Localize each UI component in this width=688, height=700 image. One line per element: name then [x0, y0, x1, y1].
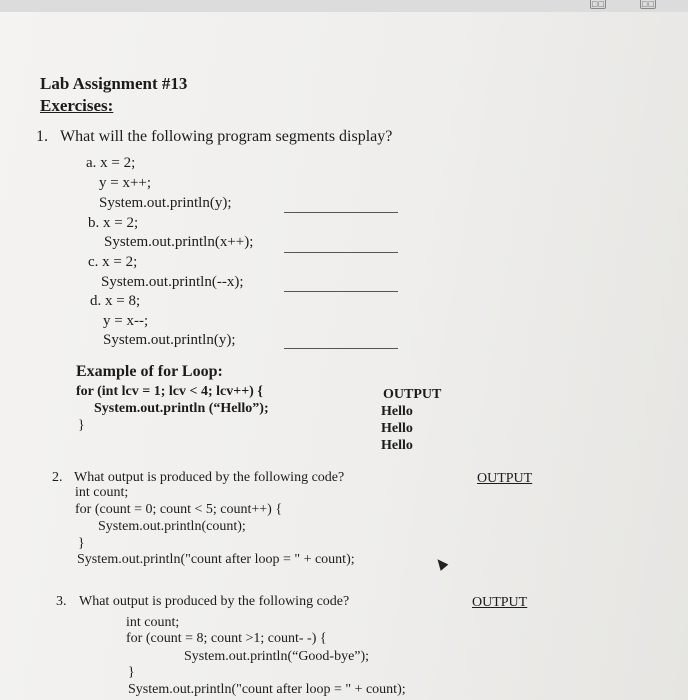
- q1a-line1: a. x = 2;: [86, 155, 136, 171]
- q1d-line1: d. x = 8;: [90, 293, 141, 309]
- q1d-line2: y = x--;: [103, 313, 149, 329]
- q2-code-line: int count;: [75, 485, 129, 500]
- answer-blank-d[interactable]: [284, 348, 398, 349]
- q2-code-line: for (count = 0; count < 5; count++) {: [75, 502, 283, 517]
- example-output-line: Hello: [381, 421, 413, 436]
- q3-code-line: System.out.println(“Good-bye”);: [184, 649, 370, 664]
- q3-prompt: What output is produced by the following code?: [79, 594, 350, 609]
- q3-code-line: System.out.println("count after loop = " + count);: [128, 682, 406, 697]
- example-code-line1: for (int lcv = 1; lcv < 4; lcv++) {: [76, 384, 263, 399]
- q3-number: 3.: [56, 594, 67, 609]
- example-code-line3: }: [78, 418, 85, 433]
- q2-output-label: OUTPUT: [477, 471, 533, 486]
- example-heading: Example of for Loop:: [76, 363, 223, 380]
- q2-number: 2.: [52, 470, 63, 485]
- q1d-line3: System.out.println(y);: [103, 332, 236, 348]
- q2-code-line: System.out.println(count);: [98, 519, 246, 534]
- q1b-line1: b. x = 2;: [88, 215, 139, 231]
- q1b-line2: System.out.println(x++);: [104, 234, 254, 250]
- thumbnail-icon[interactable]: □□: [641, 0, 655, 8]
- q1a-line2: y = x++;: [99, 175, 152, 191]
- q2-prompt: What output is produced by the following code?: [74, 470, 345, 485]
- q3-code-line: int count;: [126, 615, 180, 630]
- mouse-cursor-icon: [434, 556, 449, 571]
- thumbnail-icon[interactable]: □□: [591, 0, 605, 8]
- worksheet-page: [0, 12, 688, 700]
- page-title: Lab Assignment #13: [40, 74, 188, 93]
- q1c-line1: c. x = 2;: [88, 254, 138, 270]
- example-output-line: Hello: [381, 438, 413, 453]
- exercises-heading: Exercises:: [40, 96, 114, 115]
- q3-output-label: OUTPUT: [472, 595, 528, 610]
- q3-code-line: }: [128, 665, 135, 680]
- answer-blank-a[interactable]: [284, 212, 398, 213]
- answer-blank-b[interactable]: [284, 252, 398, 253]
- top-toolbar-strip: [0, 0, 688, 12]
- q1c-line2: System.out.println(--x);: [101, 274, 244, 290]
- q3-code-line: for (count = 8; count >1; count- -) {: [126, 631, 327, 646]
- q2-code-line: }: [78, 536, 85, 551]
- example-code-line2: System.out.println (“Hello”);: [94, 401, 269, 416]
- q2-code-line: System.out.println("count after loop = " + count);: [77, 552, 355, 567]
- q1a-line3: System.out.println(y);: [99, 195, 232, 211]
- q1-prompt: What will the following program segments display?: [60, 128, 393, 145]
- example-output-label: OUTPUT: [383, 387, 442, 402]
- q1-number: 1.: [36, 128, 48, 145]
- answer-blank-c[interactable]: [284, 291, 398, 292]
- example-output-line: Hello: [381, 404, 413, 419]
